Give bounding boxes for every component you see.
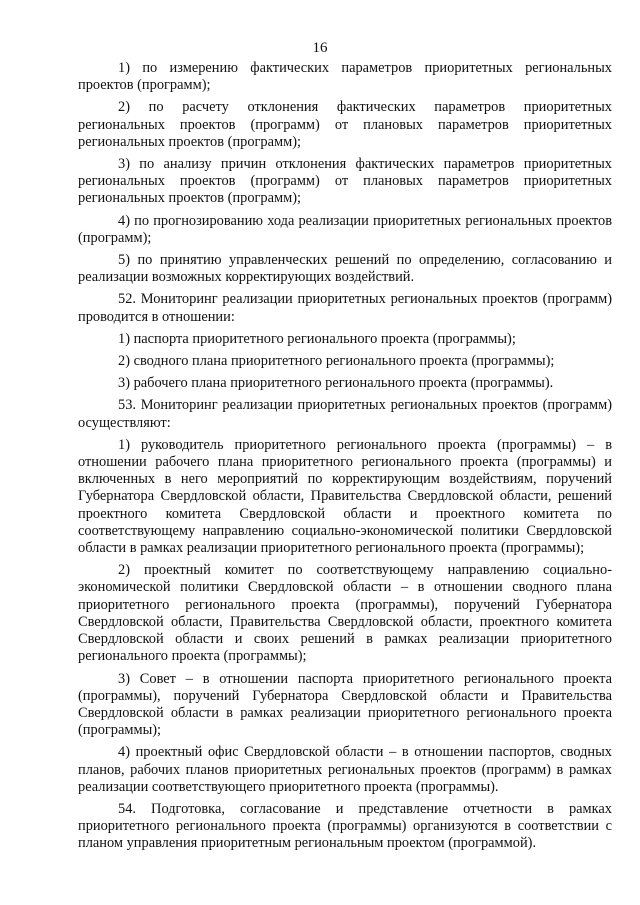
clause-53-item-council: 3) Совет – в отношении паспорта приоритетного регионального проекта (программы), поручений Губернатора Свердловской области и Правительства Свердловской области в рамках реализации приоритетного регионального проекта (программы);	[78, 670, 612, 739]
document-body	[78, 60, 612, 853]
clause-54: 54. Подготовка, согласование и представление отчетности в рамках приоритетного регионального проекта (программы) организуются в соответствии с планом управления приоритетным региональным проектом (программой).	[78, 800, 612, 852]
list-item-decisions: 5) по принятию управленческих решений по определению, согласованию и реализации возможных корректирующих воздействий.	[78, 252, 612, 286]
page-number: 16	[312, 40, 328, 56]
list-item-forecasting: 4) по прогнозированию хода реализации приоритетных региональных проектов (программ);	[78, 212, 612, 246]
list-item-deviation-analysis: 3) по анализу причин отклонения фактических параметров приоритетных региональных проектов (программ) от плановых параметров приоритетных региональных проектов (программ);	[78, 156, 612, 207]
clause-52-item-work-plan: 3) рабочего плана приоритетного регионального проекта (программы).	[118, 375, 554, 392]
clause-52-item-summary-plan: 2) сводного плана приоритетного регионального проекта (программы);	[118, 353, 555, 370]
clause-52-item-passport: 1) паспорта приоритетного регионального проекта (программы);	[118, 330, 516, 347]
clause-53-item-project-leader: 1) руководитель приоритетного регионального проекта (программы) – в отношении рабочего плана приоритетного регионального проекта (программы) и включенных в него мероприятий по корректирующим воздействиям, поручений Губернатора Свердловской области, Правительства Свердловской области, решений проектного комитета Свердловской области и проектного комитета по соответствующему направлению социально-экономической политики Свердловской области в рамках реализации приоритетного регионального проекта (программы);	[78, 436, 612, 557]
list-item-measurement: 1) по измерению фактических параметров приоритетных региональных проектов (программ);	[78, 60, 612, 94]
clause-53-item-project-committee: 2) проектный комитет по соответствующему направлению социально-экономической политики Свердловской области – в отношении сводного плана приоритетного регионального проекта (программы), поручений Губернатора Свердловской области, Правительства Свердловской области, проектного комитета Свердловской области и своих решений в рамках реализации приоритетного регионального проекта (программы);	[78, 562, 612, 665]
clause-52: 52. Мониторинг реализации приоритетных региональных проектов (программ) проводится в отношении:	[78, 291, 612, 325]
list-item-deviation-calculation: 2) по расчету отклонения фактических параметров приоритетных региональных проектов (программ) от плановых параметров приоритетных региональных проектов (программ);	[78, 99, 612, 150]
clause-53: 53. Мониторинг реализации приоритетных региональных проектов (программ) осуществляют:	[78, 397, 612, 431]
clause-53-item-project-office: 4) проектный офис Свердловской области – в отношении паспортов, сводных планов, рабочих планов приоритетных региональных проектов (программ) в рамках реализации соответствующего приоритетного проекта (программы).	[78, 744, 612, 795]
